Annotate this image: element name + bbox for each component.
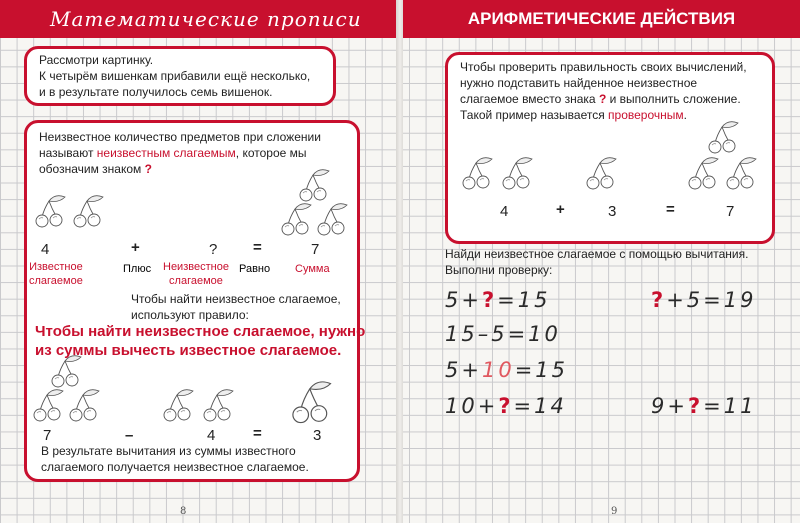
check-number-2: 3 xyxy=(608,203,617,220)
exercise-2: ?+5=19 xyxy=(651,288,757,312)
cherries-four-icon-2 xyxy=(163,385,241,430)
label-equals: Равно xyxy=(239,263,271,275)
label-sum: Сумма xyxy=(295,263,330,275)
exercise-1-check: 5+10=15 xyxy=(445,358,569,382)
add-sum: 7 xyxy=(311,241,320,258)
sub-number-2: 4 xyxy=(207,427,216,444)
rule-intro-line-3: обозначим знаком ? xyxy=(39,162,152,176)
sub-minus: – xyxy=(125,427,134,444)
check-example-term: проверочным xyxy=(608,108,684,122)
find-line-2: используют правило: xyxy=(131,308,249,322)
find-line-1: Чтобы найти неизвестное слагаемое, xyxy=(131,292,341,306)
exercise-1: 5+?=15 xyxy=(445,288,551,312)
result-line-1: В результате вычитания из суммы известного xyxy=(41,444,296,458)
left-header-banner xyxy=(0,0,397,38)
right-header-title: АРИФМЕТИЧЕСКИЕ ДЕЙСТВИЯ xyxy=(467,9,736,28)
right-header-banner xyxy=(403,0,800,38)
question-sign: ? xyxy=(144,162,152,176)
rule-statement-2: из суммы вычесть известное слагаемое. xyxy=(35,342,342,359)
check-box xyxy=(445,52,775,244)
check-sum: 7 xyxy=(726,203,735,220)
right-page-number: 9 xyxy=(611,506,618,517)
unknown-addend-term: неизвестным слагаемым xyxy=(96,146,236,160)
add-unknown: ? xyxy=(209,241,218,258)
add-plus: + xyxy=(131,239,140,256)
exercise-1-subtraction: 15–5=10 xyxy=(445,322,561,346)
rule-box xyxy=(24,120,366,482)
cherries-four-icon xyxy=(35,193,107,233)
add-equals: = xyxy=(253,239,262,256)
cherries-seven-icon-3 xyxy=(688,121,760,197)
cherries-seven-icon-2 xyxy=(33,355,103,430)
sub-equals: = xyxy=(253,425,262,442)
rule-statement-1: Чтобы найти неизвестное слагаемое, нужно xyxy=(35,323,366,340)
task-line-2: Выполни проверку: xyxy=(445,263,553,277)
rule-intro-line-1: Неизвестное количество предметов при сложении xyxy=(39,130,321,144)
label-plus: Плюс xyxy=(123,263,152,275)
check-number-1: 4 xyxy=(500,203,509,220)
label-known-addend: Известное слагаемое xyxy=(29,261,83,287)
sub-result: 3 xyxy=(313,427,322,444)
intro-line-3: и в результате получилось семь вишенок. xyxy=(39,85,273,99)
left-page-number: 8 xyxy=(180,506,187,517)
left-page xyxy=(0,0,397,523)
intro-line-2: К четырём вишенкам прибавили ещё несколько, xyxy=(39,69,311,83)
check-line-2: нужно подставить найденное неизвестное xyxy=(460,76,698,90)
cherries-three-icon xyxy=(289,381,349,429)
check-line-4: Такой пример называется проверочным. xyxy=(460,108,687,122)
left-header-title: Математические прописи xyxy=(50,7,362,31)
check-line-3: слагаемое вместо знака ? и выполнить сложение. xyxy=(460,92,741,106)
result-line-2: слагаемого получается неизвестное слагаемое. xyxy=(41,460,309,474)
cherries-four-icon-3 xyxy=(462,155,542,195)
add-number-1: 4 xyxy=(41,241,50,258)
intro-box xyxy=(24,46,336,106)
task-line-1: Найди неизвестное слагаемое с помощью вычитания. xyxy=(445,247,749,261)
check-line-1: Чтобы проверить правильность своих вычислений, xyxy=(460,60,747,74)
cherries-three-icon-2 xyxy=(582,155,638,195)
check-plus: + xyxy=(556,201,565,218)
label-unknown-addend: Неизвестное слагаемое xyxy=(163,261,229,287)
exercise-3: 10+?=14 xyxy=(445,394,567,418)
rule-intro-line-2: называют неизвестным слагаемым, которое мы xyxy=(39,146,307,160)
check-equals: = xyxy=(666,201,675,218)
cherries-seven-icon xyxy=(281,169,351,244)
right-page xyxy=(403,0,800,523)
intro-line-1: Рассмотри картинку. xyxy=(39,53,154,67)
exercise-4: 9+?=11 xyxy=(651,394,757,418)
sub-number-1: 7 xyxy=(43,427,52,444)
